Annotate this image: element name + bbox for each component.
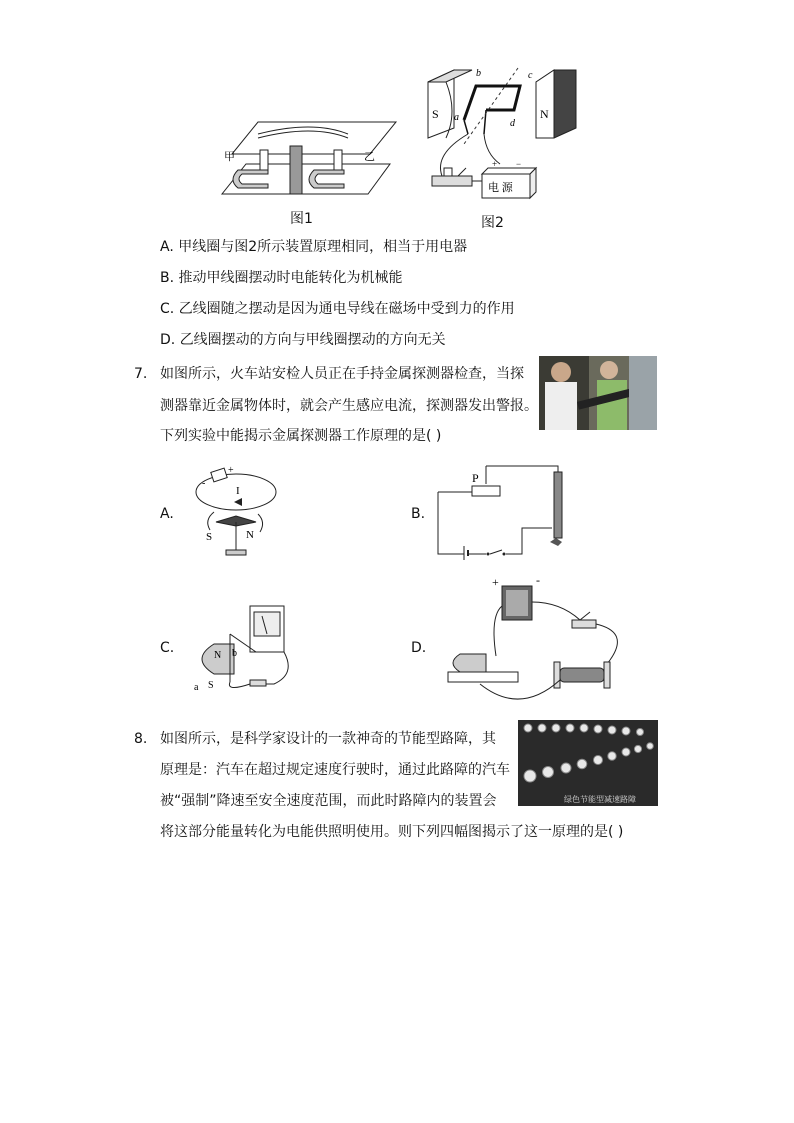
- q7-line-1: 如图所示，火车站安检人员正在手持金属探测器检查，当探: [160, 366, 524, 382]
- q8-line-1: 如图所示，是科学家设计的一款神奇的节能型路障，其: [160, 731, 496, 747]
- q8-line-3: 被“强制”降速至安全速度范围，而此时路障内的装置会: [160, 793, 497, 809]
- fig2-power-label: 电 源: [488, 182, 513, 194]
- q7-option-a-letter[interactable]: A.: [160, 506, 174, 522]
- fig2-label-d: d: [510, 118, 515, 129]
- q7-option-b-letter[interactable]: B.: [411, 506, 426, 522]
- q6-option-c-letter: C.: [160, 301, 175, 317]
- q7-option-a-diagram: [190, 464, 280, 560]
- q6-option-b-text: 推动甲线圈摆动时电能转化为机械能: [178, 270, 403, 286]
- q7a-n-label: N: [246, 529, 254, 541]
- q6-option-d-letter: D.: [160, 332, 176, 348]
- q8-number: 8.: [134, 731, 148, 747]
- q7d-plus: +: [492, 576, 499, 589]
- q6-option-d[interactable]: [160, 330, 446, 350]
- q7-option-c-letter[interactable]: C.: [160, 640, 175, 656]
- q7-line-2: 测器靠近金属物体时，就会产生感应电流，探测器发出警报。: [160, 398, 538, 414]
- q7a-plus: +: [228, 465, 234, 476]
- q8-photo-caption: 绿色节能型减速路障: [564, 795, 636, 804]
- q6-option-b[interactable]: [160, 268, 403, 288]
- q7c-s-label: S: [208, 680, 214, 691]
- q6-option-a-text: 甲线圈与图2所示装置原理相同，相当于用电器: [178, 239, 468, 255]
- q8-photo-speed-bump: [518, 720, 658, 806]
- q7-option-c-diagram: [186, 604, 294, 694]
- q6-option-b-letter: B.: [160, 270, 175, 286]
- q6-option-c-text: 乙线圈随之摆动是因为通电导线在磁场中受到力的作用: [178, 301, 515, 317]
- q7-option-b-diagram: [436, 462, 574, 560]
- q7-photo-security-check: [539, 356, 657, 430]
- q6-option-a[interactable]: [160, 237, 467, 257]
- q6-option-a-letter: A.: [160, 239, 174, 255]
- q7a-minus: -: [202, 478, 206, 489]
- q7-option-d-diagram: [440, 576, 630, 702]
- q8-line-4: 将这部分能量转化为电能供照明使用。则下列四幅图揭示了这一原理的是( ): [160, 824, 624, 840]
- figure-1-caption: 图1: [290, 211, 313, 227]
- q6-option-c[interactable]: [160, 299, 515, 319]
- q8-line-2: 原理是：汽车在超过规定速度行驶时，通过此路障的汽车: [160, 762, 510, 778]
- fig2-plus: +: [492, 159, 498, 169]
- figure-2-caption: 图2: [481, 215, 504, 231]
- q7c-n-label: N: [214, 650, 222, 661]
- fig1-label-yi: 乙: [364, 151, 375, 163]
- q7a-s-label: S: [206, 531, 213, 543]
- q7-number: 7.: [134, 366, 148, 382]
- q7d-minus: -: [536, 576, 540, 587]
- fig2-label-s: S: [432, 107, 439, 121]
- fig2-label-b: b: [476, 68, 481, 79]
- fig2-minus: −: [516, 159, 522, 169]
- fig2-label-a: a: [454, 112, 459, 123]
- figure-1-diagram: [218, 112, 400, 200]
- figure-2-diagram: [424, 64, 578, 204]
- fig2-label-c: c: [528, 70, 533, 81]
- q7b-p-label: P: [472, 471, 479, 485]
- q7-line-3: 下列实验中能揭示金属探测器工作原理的是( ): [160, 428, 442, 444]
- fig1-label-jia: 甲: [224, 151, 235, 163]
- q7c-b-label: b: [232, 648, 237, 659]
- q7-option-d-letter[interactable]: D.: [411, 640, 427, 656]
- q6-option-d-text: 乙线圈摆动的方向与甲线圈摆动的方向无关: [179, 332, 446, 348]
- q7a-current-label: I: [236, 485, 240, 497]
- q7c-a-label: a: [194, 682, 199, 693]
- fig2-label-n: N: [540, 107, 549, 121]
